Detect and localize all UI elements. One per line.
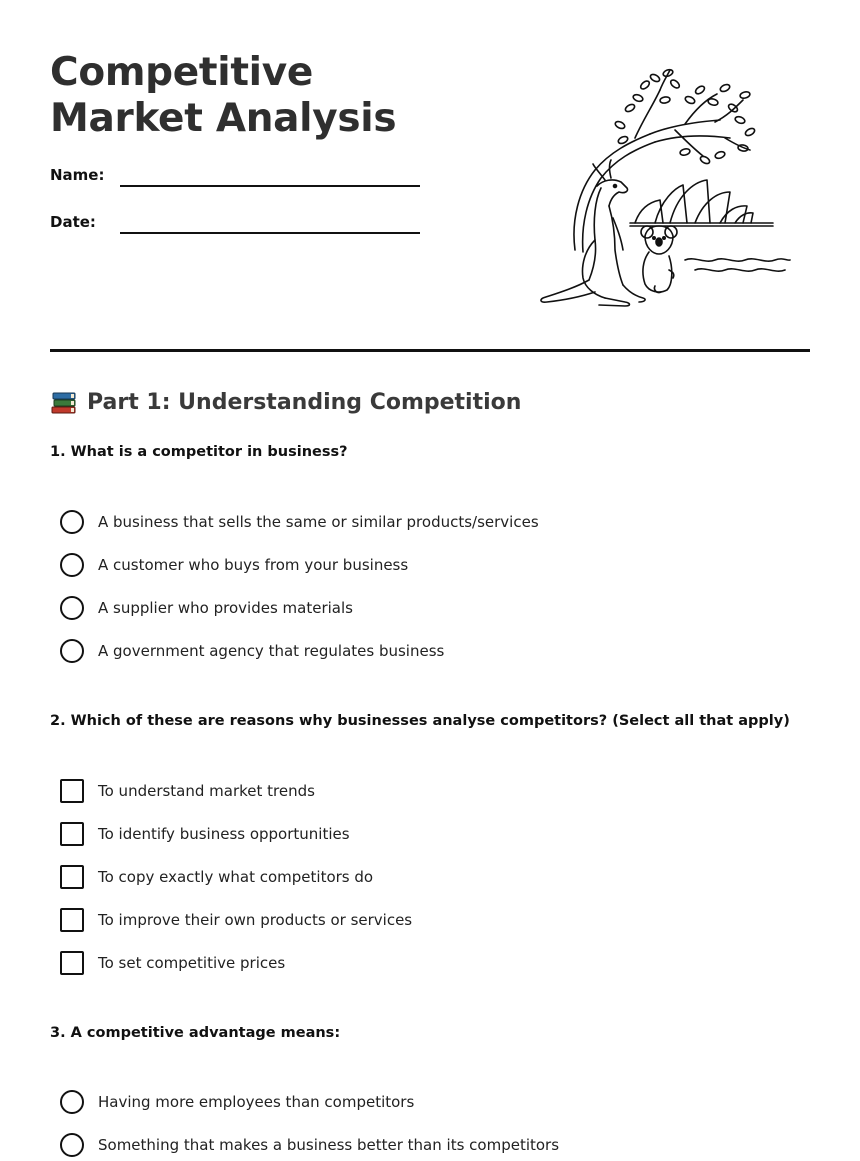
name-field	[50, 166, 430, 190]
kangaroo-koala-illustration	[535, 60, 800, 310]
checkbox[interactable]	[60, 908, 84, 932]
worksheet-title: Competitive Market Analysis	[50, 50, 397, 141]
date-label: Date:	[50, 213, 96, 231]
q2-option-1[interactable]	[60, 778, 315, 804]
option-label: To copy exactly what competitors do	[98, 868, 374, 886]
checkbox[interactable]	[60, 779, 84, 803]
radio-button[interactable]	[60, 639, 84, 663]
radio-button[interactable]	[60, 553, 84, 577]
q3-option-2[interactable]	[60, 1132, 559, 1158]
option-label: To understand market trends	[98, 782, 315, 800]
q1-option-3[interactable]	[60, 595, 353, 621]
question-3: 3. A competitive advantage means:	[50, 1025, 341, 1041]
checkbox[interactable]	[60, 865, 84, 889]
books-icon	[50, 389, 78, 415]
q1-option-4[interactable]	[60, 638, 444, 664]
checkbox[interactable]	[60, 822, 84, 846]
q2-option-3[interactable]	[60, 864, 373, 890]
section-divider	[50, 349, 810, 352]
option-label: A government agency that regulates business	[98, 642, 445, 660]
name-input-line[interactable]	[120, 185, 420, 187]
q3-option-1[interactable]	[60, 1089, 414, 1115]
part1-title: Part 1: Understanding Competition	[87, 389, 522, 415]
option-label: Having more employees than competitors	[98, 1093, 415, 1111]
radio-button[interactable]	[60, 596, 84, 620]
option-label: A customer who buys from your business	[98, 556, 409, 574]
q1-option-1[interactable]	[60, 509, 539, 535]
part1-heading	[50, 389, 521, 415]
option-label: To identify business opportunities	[98, 825, 350, 843]
q2-option-4[interactable]	[60, 907, 412, 933]
option-label: A business that sells the same or similar products/services	[98, 513, 539, 531]
radio-button[interactable]	[60, 1090, 84, 1114]
q1-option-2[interactable]	[60, 552, 408, 578]
radio-button[interactable]	[60, 1133, 84, 1157]
option-label: Something that makes a business better than its competitors	[98, 1136, 560, 1154]
checkbox[interactable]	[60, 951, 84, 975]
date-input-line[interactable]	[120, 232, 420, 234]
q2-option-5[interactable]	[60, 950, 285, 976]
option-label: To improve their own products or services	[98, 911, 413, 929]
question-2: 2. Which of these are reasons why businesses analyse competitors? (Select all that apply)	[50, 713, 790, 729]
date-field	[50, 213, 430, 237]
question-1: 1. What is a competitor in business?	[50, 444, 348, 460]
option-label: To set competitive prices	[98, 954, 286, 972]
radio-button[interactable]	[60, 510, 84, 534]
q2-option-2[interactable]	[60, 821, 350, 847]
option-label: A supplier who provides materials	[98, 599, 353, 617]
name-label: Name:	[50, 166, 105, 184]
